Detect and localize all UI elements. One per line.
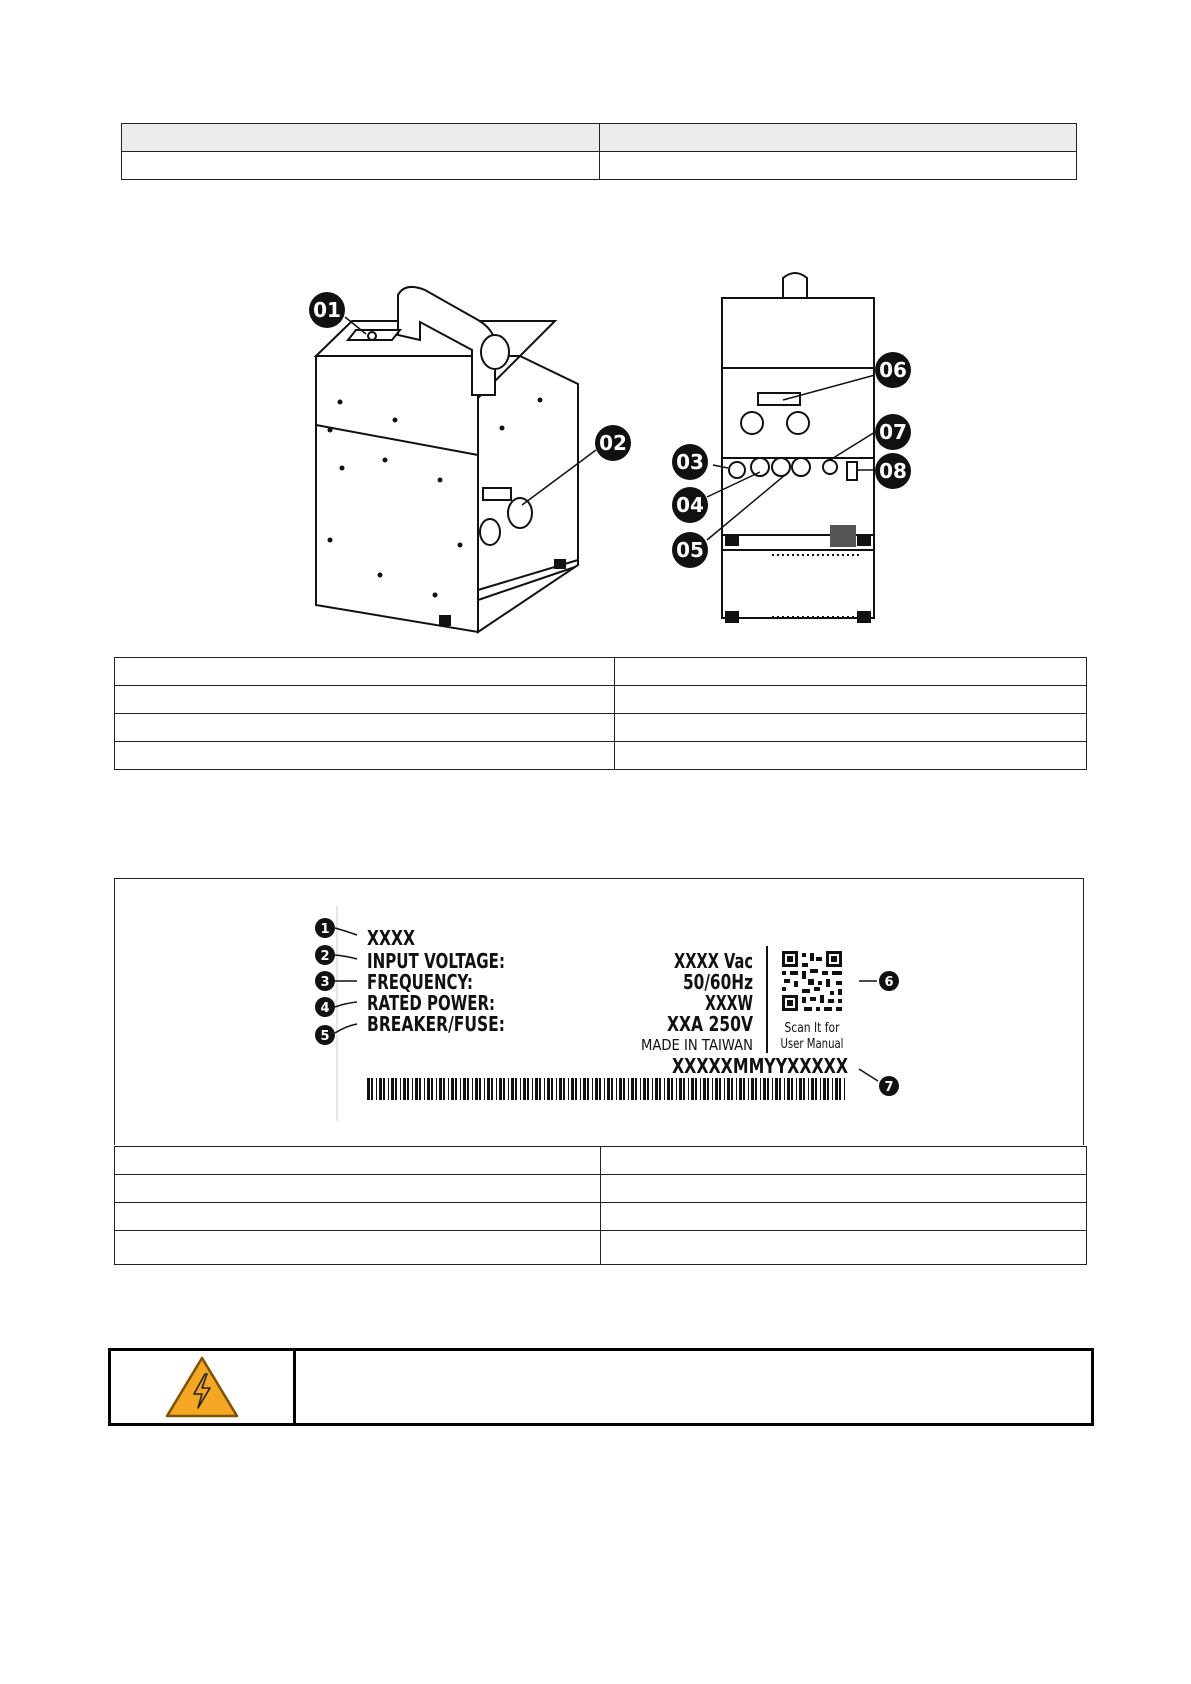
parts-table [114,657,1087,770]
svg-text:07: 07 [879,420,907,444]
warning-icon-cell [111,1351,296,1423]
table-cell [599,124,1077,152]
top-table [121,123,1077,180]
callout-03 [672,444,708,480]
svg-text:7: 7 [884,1080,894,1095]
svg-text:05: 05 [676,538,704,562]
callout-05 [672,532,708,568]
svg-text:6: 6 [884,975,894,990]
electrical-hazard-icon [164,1354,240,1420]
origin-text: MADE IN TAIWAN [641,1036,753,1054]
table-cell [615,686,1087,714]
callout-08 [875,453,911,489]
svg-text:04: 04 [676,493,704,517]
device-front-face [316,356,478,632]
table-cell [615,658,1087,686]
svg-text:01: 01 [313,298,341,322]
table-cell [615,714,1087,742]
field-value: XXA 250V [667,1012,754,1036]
svg-text:03: 03 [676,450,704,474]
field-label: FREQUENCY: [367,970,473,994]
svg-text:3: 3 [320,975,330,990]
callout-07 [875,414,911,450]
table-cell [115,658,615,686]
device-illustration [0,255,1191,640]
qr-caption: User Manual [780,1037,844,1052]
nameplate-label [115,879,1083,1145]
model-text: XXXX [367,926,416,950]
field-label: RATED POWER: [367,991,495,1015]
svg-text:5: 5 [320,1029,330,1044]
callout-04 [672,487,708,523]
device-side-face [478,356,578,632]
table-cell [615,742,1087,770]
warning-text-cell [296,1351,1091,1423]
table-cell [115,686,615,714]
qr-code-icon [782,951,842,1011]
table-cell [115,1203,601,1231]
qr-caption: Scan It for [784,1021,841,1036]
table-cell [599,152,1077,180]
table-cell [601,1203,1087,1231]
table-cell [601,1231,1087,1265]
serial-number: XXXXXMMYYXXXXX [672,1054,849,1078]
callout-01 [309,292,345,328]
svg-text:2: 2 [320,949,330,964]
table-cell [115,1147,601,1175]
field-label: INPUT VOLTAGE: [367,949,505,973]
table-cell [122,152,600,180]
callout-06 [875,352,911,388]
table-cell [115,714,615,742]
table-cell [115,1231,601,1265]
svg-text:02: 02 [599,431,627,455]
field-value: XXXW [705,991,753,1015]
nameplate-box [114,878,1084,1145]
svg-text:06: 06 [879,358,907,382]
svg-text:08: 08 [879,459,907,483]
barcode-icon [367,1078,845,1100]
table-cell [122,124,600,152]
field-value: XXXX Vac [674,949,753,973]
table-cell [115,1175,601,1203]
table-cell [115,742,615,770]
svg-text:1: 1 [320,922,330,937]
table-cell [601,1147,1087,1175]
svg-text:4: 4 [320,1001,330,1016]
label-table [114,1146,1087,1265]
callout-02 [595,425,631,461]
table-cell [601,1175,1087,1203]
field-label: BREAKER/FUSE: [367,1012,505,1036]
warning-box [108,1348,1094,1426]
field-value: 50/60Hz [683,970,753,994]
